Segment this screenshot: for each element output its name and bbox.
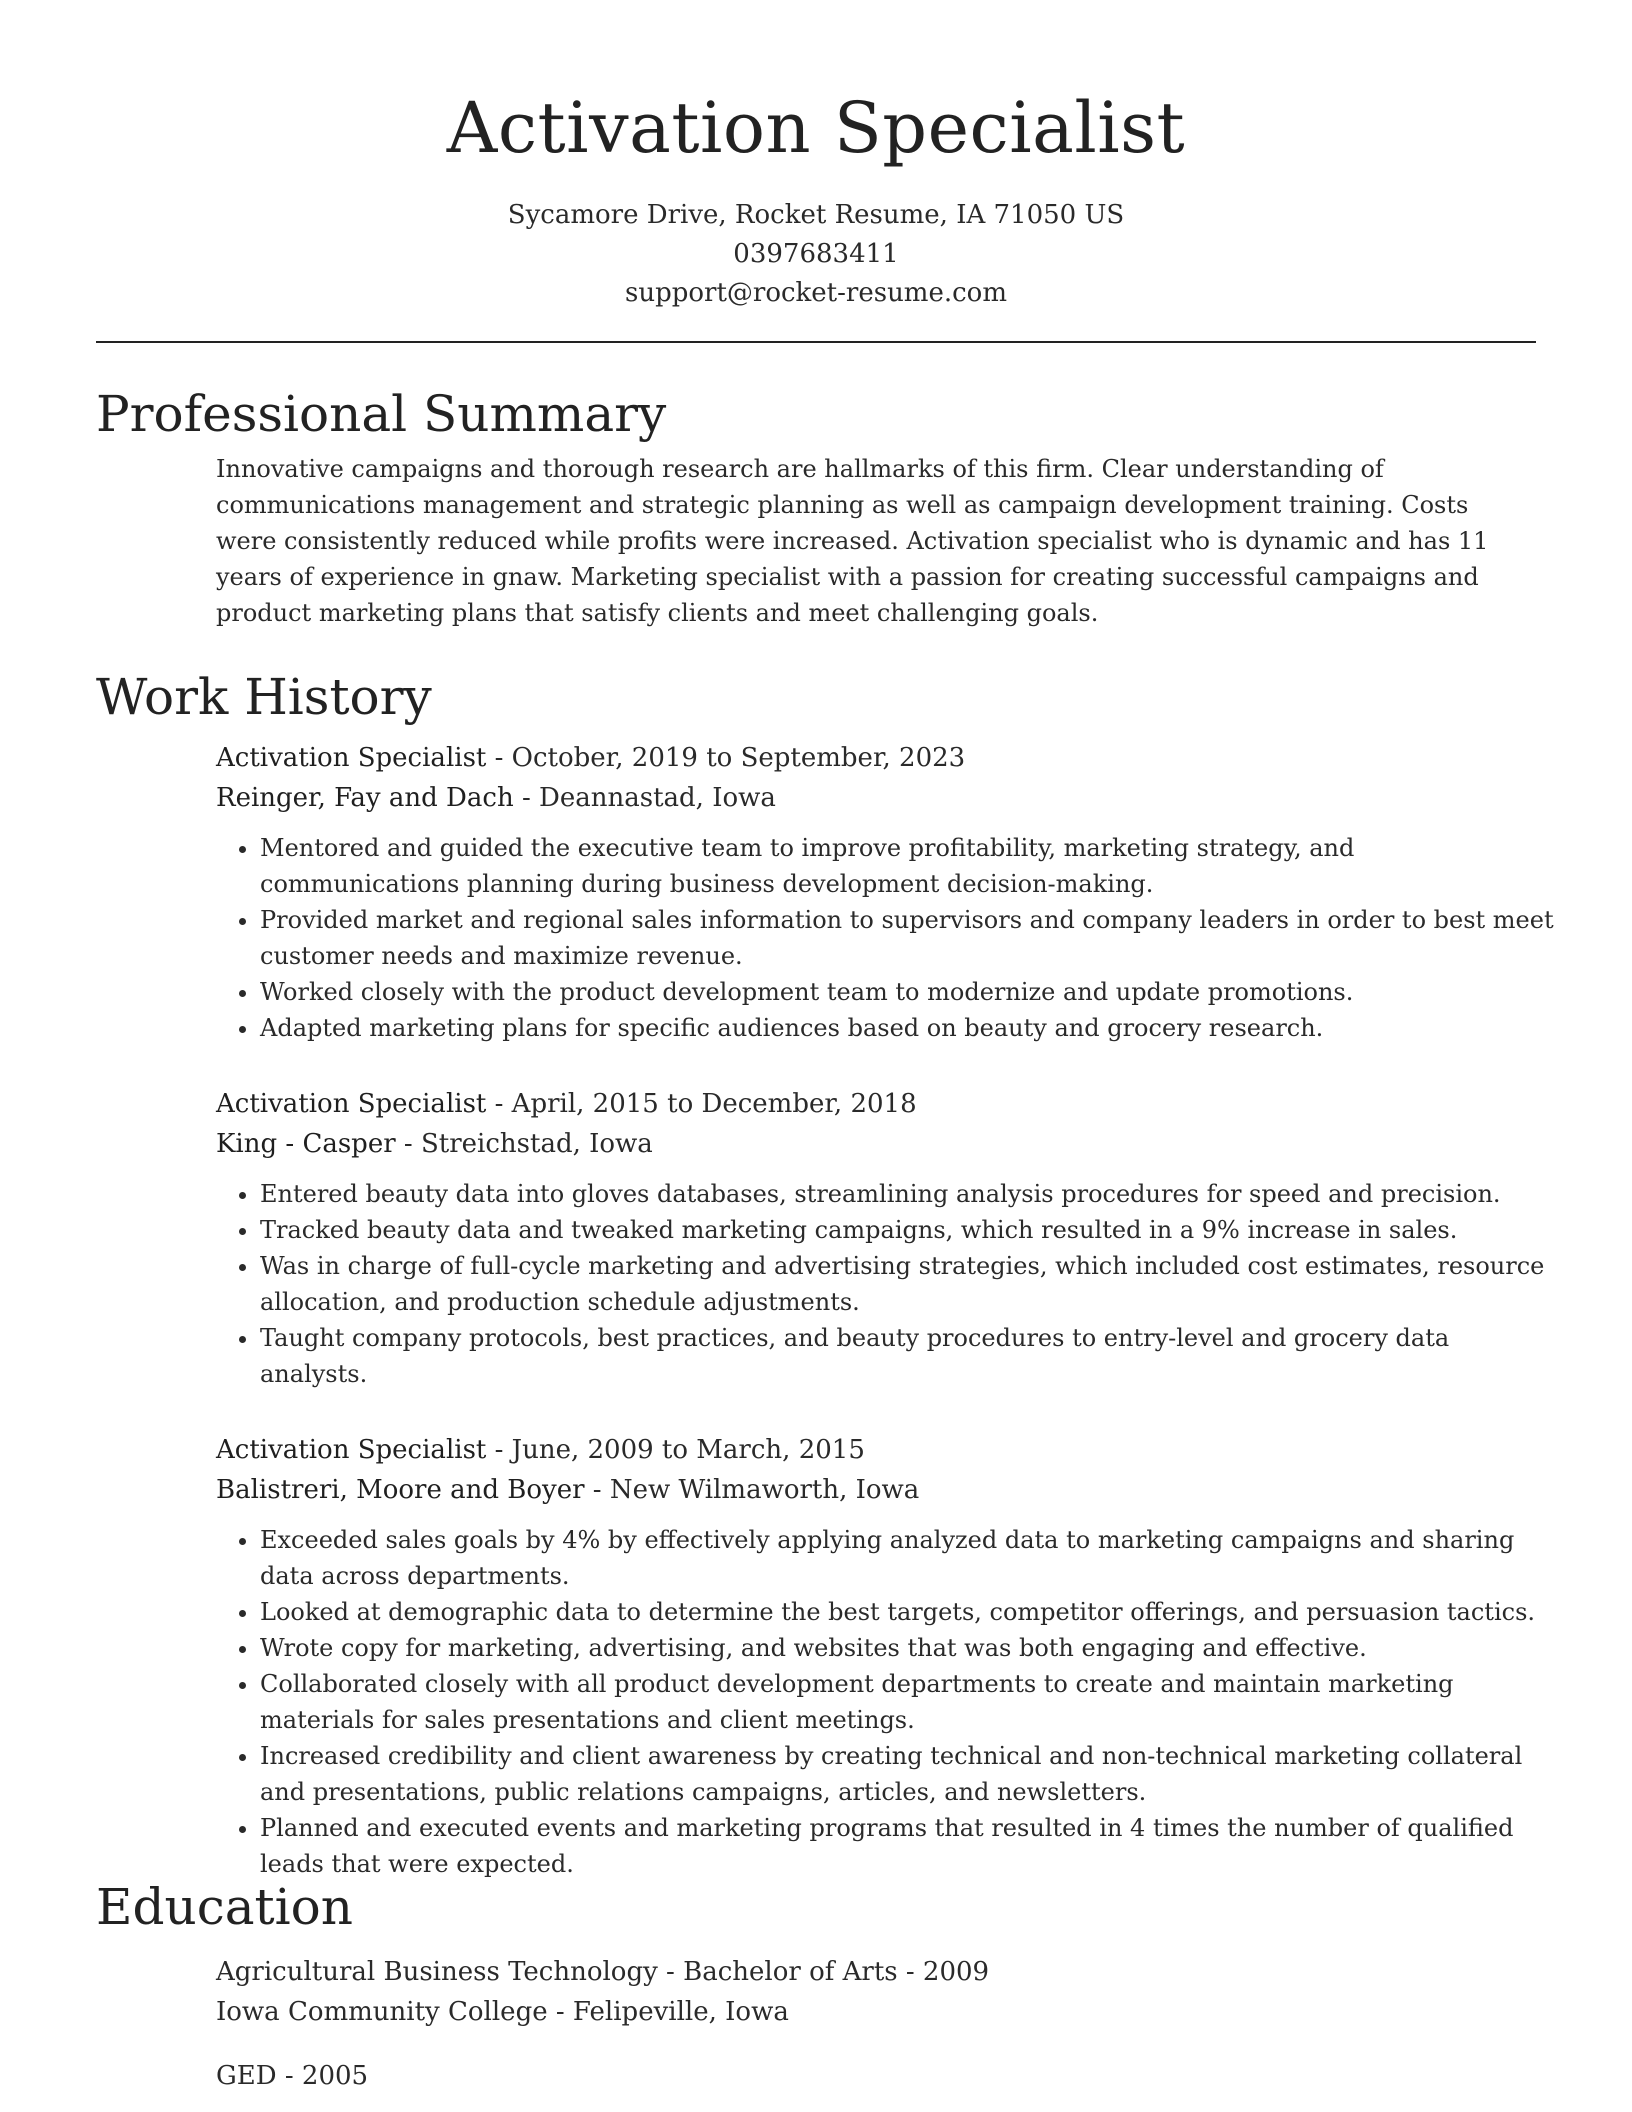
job-dates: - April, 2015 to December, 2018 bbox=[486, 1089, 917, 1119]
education-degree: GED - 2005 bbox=[216, 2061, 369, 2091]
job-bullet: • Adapted marketing plans for specific audiences based on beauty and grocery research. bbox=[260, 1010, 1556, 1046]
education-school: Iowa Community College bbox=[216, 1997, 548, 2027]
job-company-line bbox=[216, 1124, 1556, 1164]
education-school-line bbox=[216, 1992, 1632, 2032]
resume-header bbox=[0, 0, 1632, 313]
job-location: - Deannastad, Iowa bbox=[513, 783, 776, 813]
job-role: Activation Specialist bbox=[216, 1089, 487, 1119]
education-section bbox=[0, 1876, 1632, 2096]
job-bullet: • Increased credibility and client awareness by creating technical and non-technical marketing collateral and presentations, public relations campaigns, articles, and newsletters. bbox=[260, 1738, 1556, 1810]
job-bullet: • Mentored and guided the executive team to improve profitability, marketing strategy, and communications planning during business development decision-making. bbox=[260, 830, 1556, 902]
job-title-line bbox=[216, 738, 1556, 778]
section-title-work: Work History bbox=[96, 668, 432, 726]
education-degree: Agricultural Business Technology - Bachelor of Arts - 2009 bbox=[216, 1957, 990, 1987]
education-entry bbox=[216, 1952, 1632, 2032]
job-company-line bbox=[216, 1470, 1556, 1510]
job-bullet: • Exceeded sales goals by 4% by effectively applying analyzed data to marketing campaigns and sharing data across departments. bbox=[260, 1522, 1556, 1594]
job-company: Reinger, Fay and Dach bbox=[216, 783, 514, 813]
header-divider bbox=[96, 341, 1536, 343]
job-company-line bbox=[216, 778, 1556, 818]
professional-summary-section bbox=[0, 383, 1632, 631]
job-dates: - October, 2019 to September, 2023 bbox=[486, 743, 966, 773]
job-bullets bbox=[216, 1176, 1556, 1392]
candidate-name: Activation Specialist bbox=[446, 87, 1186, 169]
job-entry bbox=[216, 1084, 1556, 1392]
job-entry bbox=[216, 1430, 1556, 1882]
contact-phone: 0397683411 bbox=[733, 239, 899, 269]
job-role: Activation Specialist bbox=[216, 1435, 487, 1465]
work-history-section bbox=[0, 666, 1632, 1882]
education-location: - Felipeville, Iowa bbox=[547, 1997, 789, 2027]
summary-text: Innovative campaigns and thorough research are hallmarks of this firm. Clear understanding of communications management and strategic planning as well as campaign development training. Costs were consistently reduced while profits were increased. Activation specialist who is dynamic and has 11 years of experience in gnaw. Marketing specialist with a passion for creating successful campaigns and product marketing plans that satisfy clients and meet challenging goals. bbox=[216, 455, 1489, 627]
job-bullet: • Wrote copy for marketing, advertising, and websites that was both engaging and effective. bbox=[260, 1630, 1556, 1666]
job-title-line bbox=[216, 1430, 1556, 1470]
job-bullet: • Collaborated closely with all product development departments to create and maintain marketing materials for sales presentations and client meetings. bbox=[260, 1666, 1556, 1738]
job-entry bbox=[216, 738, 1556, 1046]
job-location: - Streichstad, Iowa bbox=[395, 1129, 653, 1159]
job-dates: - June, 2009 to March, 2015 bbox=[486, 1435, 865, 1465]
job-bullet: • Provided market and regional sales information to supervisors and company leaders in order to best meet customer needs and maximize revenue. bbox=[260, 902, 1556, 974]
job-bullet: • Planned and executed events and marketing programs that resulted in 4 times the number of qualified leads that were expected. bbox=[260, 1810, 1556, 1882]
job-company: King - Casper bbox=[216, 1129, 396, 1159]
job-bullets bbox=[216, 830, 1556, 1046]
job-bullets bbox=[216, 1522, 1556, 1882]
job-title-line bbox=[216, 1084, 1556, 1124]
job-bullet: • Tracked beauty data and tweaked marketing campaigns, which resulted in a 9% increase in sales. bbox=[260, 1212, 1556, 1248]
job-bullet: • Worked closely with the product development team to modernize and update promotions. bbox=[260, 974, 1556, 1010]
job-bullet: • Taught company protocols, best practices, and beauty procedures to entry-level and grocery data analysts. bbox=[260, 1320, 1556, 1392]
contact-info bbox=[0, 196, 1632, 313]
job-bullet: • Looked at demographic data to determine the best targets, competitor offerings, and persuasion tactics. bbox=[260, 1594, 1556, 1630]
contact-email: support@rocket-resume.com bbox=[624, 278, 1007, 308]
job-company: Balistreri, Moore and Boyer bbox=[216, 1475, 585, 1505]
job-role: Activation Specialist bbox=[216, 743, 487, 773]
section-title-summary: Professional Summary bbox=[96, 385, 667, 443]
job-bullet: • Entered beauty data into gloves databases, streamlining analysis procedures for speed and precision. bbox=[260, 1176, 1556, 1212]
education-entry bbox=[216, 2056, 1632, 2096]
job-bullet: • Was in charge of full-cycle marketing and advertising strategies, which included cost estimates, resource allocation, and production schedule adjustments. bbox=[260, 1248, 1556, 1320]
section-title-education: Education bbox=[96, 1878, 353, 1936]
job-location: - New Wilmaworth, Iowa bbox=[584, 1475, 920, 1505]
contact-address: Sycamore Drive, Rocket Resume, IA 71050 US bbox=[507, 200, 1125, 230]
